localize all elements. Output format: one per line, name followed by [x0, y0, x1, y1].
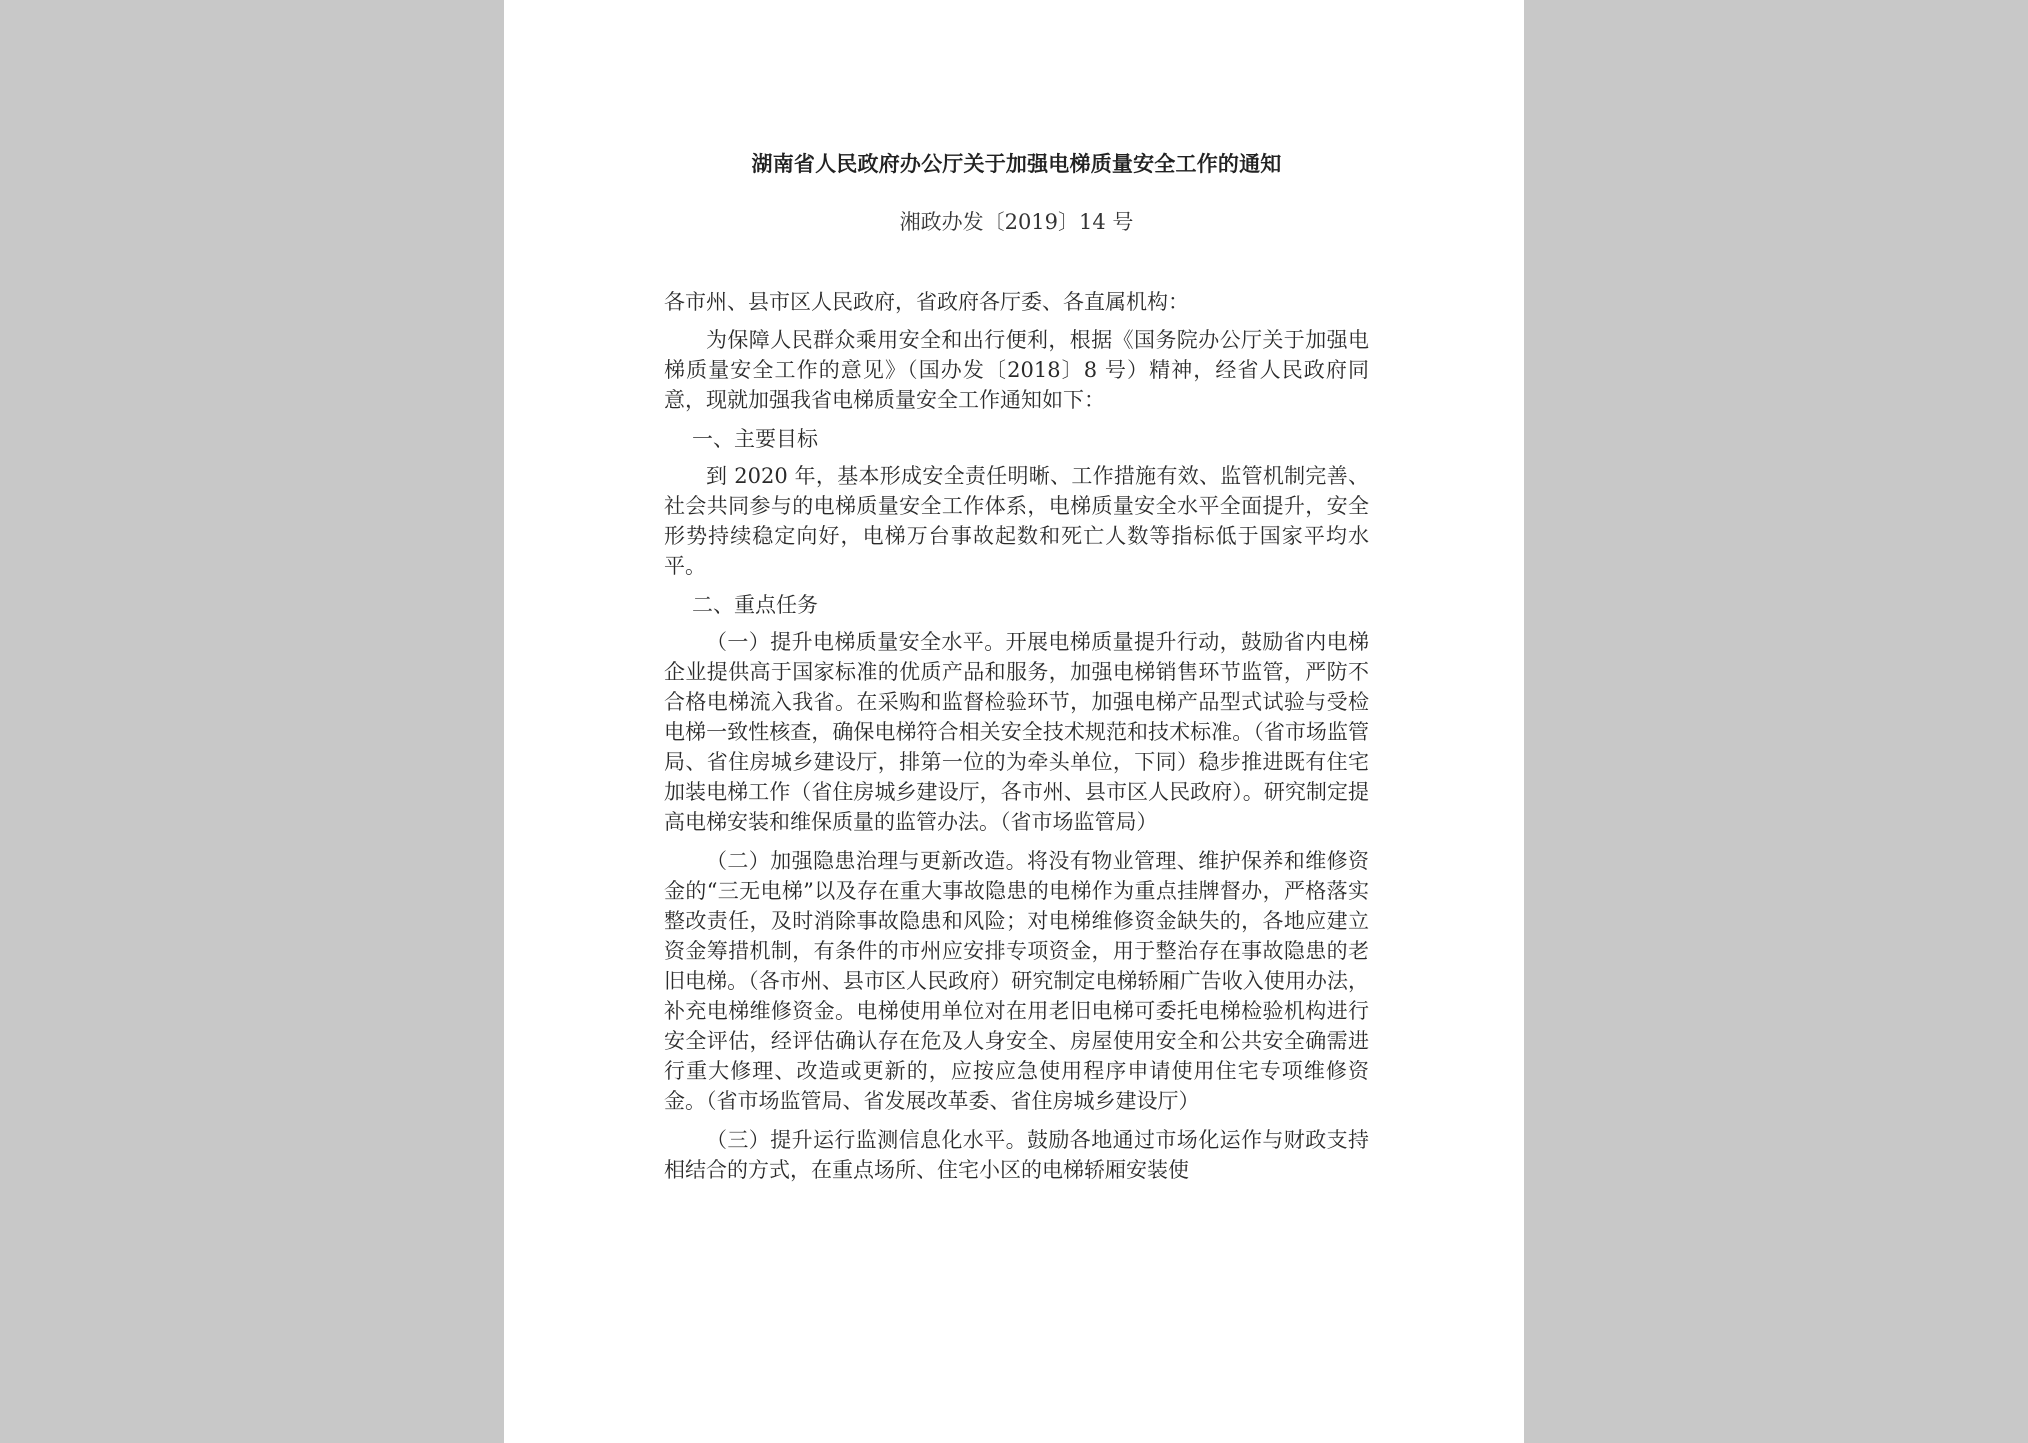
task-paragraph-3: （三）提升运行监测信息化水平。鼓励各地通过市场化运作与财政支持相结合的方式，在重点场所、住宅小区的电梯轿厢安装使: [664, 1128, 1369, 1182]
document-number: 湘政办发〔2019〕14 号: [899, 210, 1134, 234]
task-paragraph-2: （二）加强隐患治理与更新改造。将没有物业管理、维护保养和维修资金的“三无电梯”以及存在重大事故隐患的电梯作为重点挂牌督办，严格落实整改责任，及时消除事故隐患和风险；对电梯维修资金缺失的，各地应建立资金筹措机制，有条件的市州应安排专项资金，用于整治存在事故隐患的老旧电梯。（各市州、县市区人民政府）研究制定电梯轿厢广告收入使用办法，补充电梯维修资金。电梯使用单位对在用老旧电梯可委托电梯检验机构进行安全评估，经评估确认存在危及人身安全、房屋使用安全和公共安全确需进行重大修理、改造或更新的，应按应急使用程序申请使用住宅专项维修资金。（省市场监管局、省发展改革委、省住房城乡建设厅）: [664, 849, 1369, 1113]
section-heading-goals: 一、主要目标: [692, 427, 818, 451]
document-title: 湖南省人民政府办公厅关于加强电梯质量安全工作的通知: [751, 151, 1282, 176]
addressee-line: 各市州、县市区人民政府，省政府各厅委、各直属机构：: [664, 290, 1189, 314]
section-heading-tasks: 二、重点任务: [692, 593, 818, 617]
task-paragraph-1: （一）提升电梯质量安全水平。开展电梯质量提升行动，鼓励省内电梯企业提供高于国家标准的优质产品和服务，加强电梯销售环节监管，严防不合格电梯流入我省。在采购和监督检验环节，加强电梯产品型式试验与受检电梯一致性核查，确保电梯符合相关安全技术规范和技术标准。（省市场监管局、省住房城乡建设厅，排第一位的为牵头单位，下同）稳步推进既有住宅加装电梯工作（省住房城乡建设厅，各市州、县市区人民政府）。研究制定提高电梯安装和维保质量的监管办法。（省市场监管局）: [664, 630, 1369, 834]
goals-paragraph: 到 2020 年，基本形成安全责任明晰、工作措施有效、监管机制完善、社会共同参与的电梯质量安全工作体系，电梯质量安全水平全面提升，安全形势持续稳定向好，电梯万台事故起数和死亡人数等指标低于国家平均水平。: [664, 464, 1369, 578]
document-body: [664, 325, 1369, 1194]
intro-paragraph: 为保障人民群众乘用安全和出行便利，根据《国务院办公厅关于加强电梯质量安全工作的意见》（国办发〔2018〕8 号）精神，经省人民政府同意，现就加强我省电梯质量安全工作通知如下：: [664, 328, 1369, 412]
document-page: [504, 0, 1524, 1443]
